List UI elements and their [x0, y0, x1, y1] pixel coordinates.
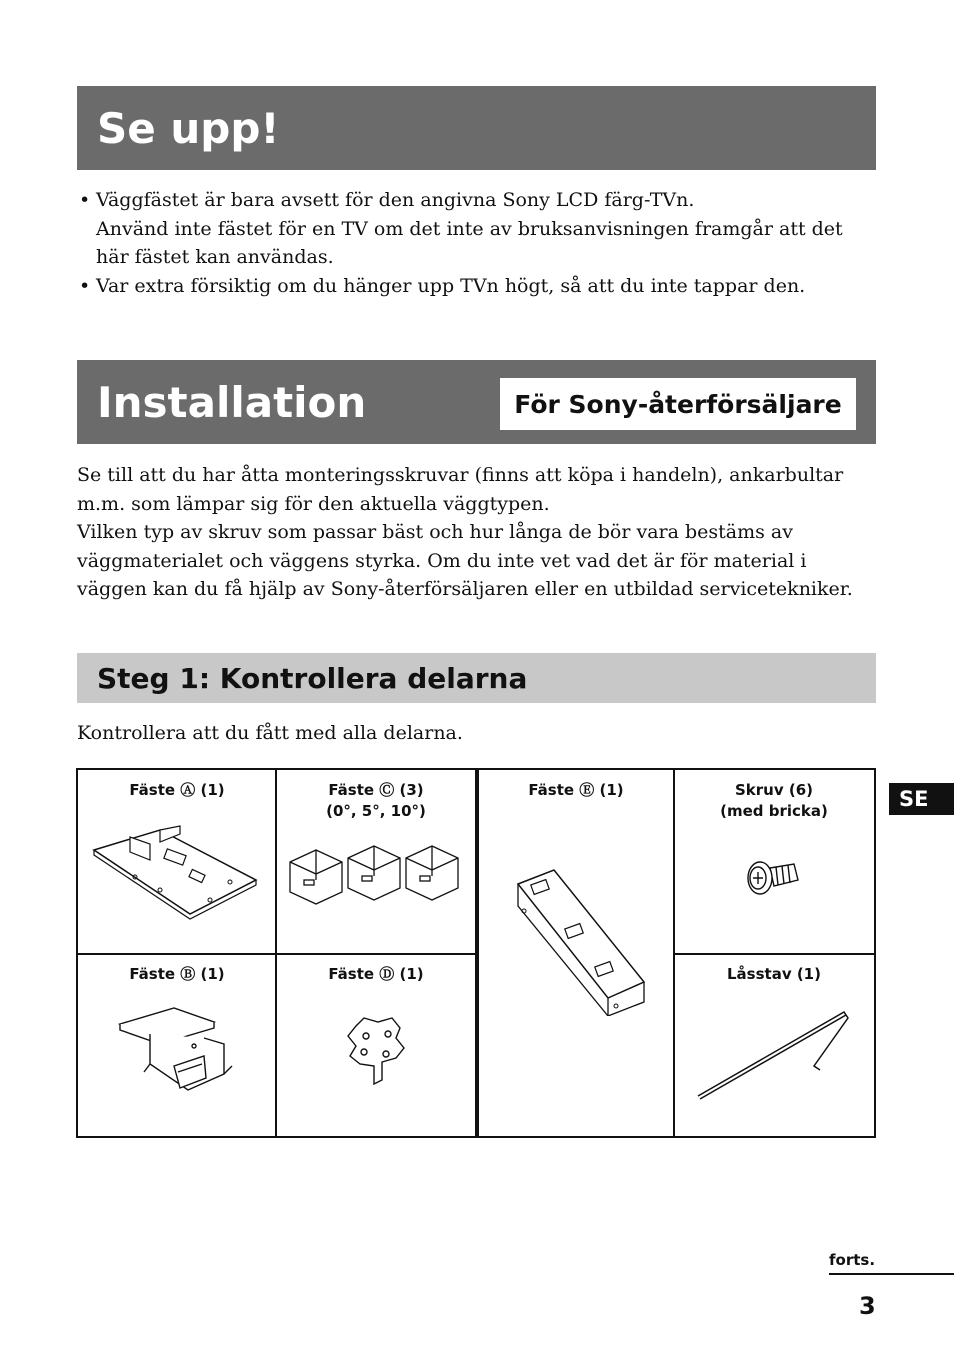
bracket-a-drawing [90, 822, 260, 922]
caution-banner [77, 86, 876, 170]
installation-banner [77, 360, 876, 444]
part-screw [674, 770, 874, 954]
part-label: Skruv (6) (med bricka) [720, 781, 828, 820]
list-item [77, 272, 877, 301]
part-label: Fäste Ⓐ (1) [129, 781, 225, 799]
bracket-d-drawing [342, 1014, 412, 1094]
parts-table [76, 768, 876, 1138]
lock-rod-drawing [694, 1008, 864, 1108]
part-bracket-b [78, 954, 276, 1136]
bracket-e-drawing [514, 866, 654, 1016]
part-label: Låsstav (1) [727, 965, 821, 983]
installation-paragraph-1: Se till att du har åtta monteringsskruvar (finns att köpa i handeln), ankarbultar m.m. som lämpar sig för den aktuella väggtypen. [77, 464, 844, 515]
installation-paragraph-2: Vilken typ av skruv som passar bäst och hur långa de bör vara bestäms av väggmaterialet och väggens styrka. Om du inte vet vad det är för material i väggen kan du få hjälp av Sony-återförsäljaren eller en utbildad servicetekniker. [77, 521, 853, 600]
part-label: Fäste Ⓔ (1) [528, 781, 624, 799]
caution-bullet2: Var extra försiktig om du hänger upp TVn högt, så att du inte tappar den. [96, 274, 806, 297]
caution-title: Se upp! [97, 104, 280, 153]
bracket-c-drawing [286, 842, 466, 912]
part-bracket-a [78, 770, 276, 954]
caution-list [77, 186, 877, 300]
continued-label: forts. [829, 1251, 876, 1269]
part-bracket-d [276, 954, 476, 1136]
caution-bullet1-line2: Använd inte fästet för en TV om det inte av bruksanvisningen framgår att det här fästet kan användas. [96, 217, 843, 268]
caution-bullet1-line1: Väggfästet är bara avsett för den angivna Sony LCD färg-TVn. [96, 189, 695, 211]
step1-heading [77, 653, 876, 703]
step1-title: Steg 1: Kontrollera delarna [97, 661, 528, 695]
language-tab [889, 783, 954, 815]
list-item [77, 186, 877, 272]
part-lock-rod [674, 954, 874, 1136]
part-label: Fäste Ⓓ (1) [328, 965, 424, 983]
installation-title: Installation [97, 378, 367, 427]
page-number: 3 [859, 1292, 876, 1320]
bracket-b-drawing [114, 1004, 244, 1104]
screw-drawing [744, 858, 804, 898]
step1-intro: Kontrollera att du fått med alla delarna. [77, 722, 463, 744]
language-tab-label: SE [899, 787, 929, 811]
part-bracket-e [478, 770, 674, 1136]
part-label: Fäste Ⓒ (3) (0°, 5°, 10°) [326, 781, 426, 820]
part-bracket-c [276, 770, 476, 954]
footer-rule [829, 1273, 954, 1275]
part-label: Fäste Ⓑ (1) [129, 965, 225, 983]
dealer-label: För Sony-återförsäljare [500, 378, 856, 430]
